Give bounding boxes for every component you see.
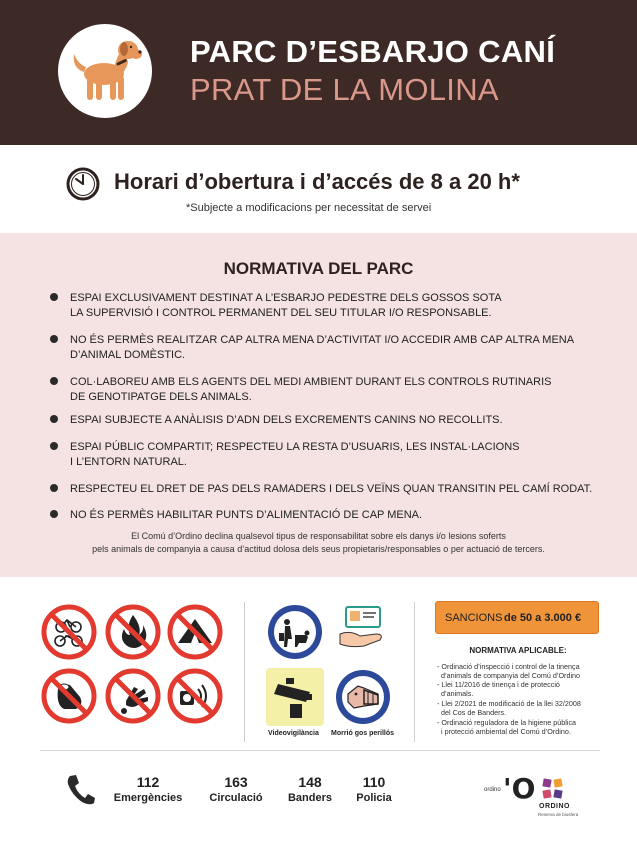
ordino-comu-logo: 'O xyxy=(503,772,536,805)
divider xyxy=(40,750,600,751)
bullet-icon xyxy=(50,335,58,343)
bullet-icon xyxy=(50,415,58,423)
laws-title: NORMATIVA APLICABLE: xyxy=(469,646,567,655)
phone-label-policia: Policia xyxy=(356,792,392,804)
bullet-icon xyxy=(50,442,58,450)
no-camping-icon xyxy=(166,603,224,661)
dangerous-dog-muzzle-icon xyxy=(334,668,392,726)
ordino-comu-logo-text: ordino xyxy=(484,787,501,793)
rule-line: DE GENOTIPATGE DELS ANIMALS. xyxy=(70,390,252,403)
dog-logo-circle xyxy=(58,24,152,118)
law-line: - Llei 2/2021 de modificació de la llei 32/2008 xyxy=(437,699,581,708)
rule-line: COL·LABOREU AMB ELS AGENTS DEL MEDI AMBIENT DURANT ELS CONTROLS RUTINARIS xyxy=(70,376,552,388)
no-noise-icon xyxy=(166,667,224,725)
law-line: - Ordinació reguladora de la higiene pública xyxy=(437,718,577,727)
rule-line: ESPAI PÚBLIC COMPARTIT; RESPECTEU LA RESTA D’USUARIS, LES INSTAL·LACIONS xyxy=(70,441,520,453)
rule-line: I L’ENTORN NATURAL. xyxy=(70,455,187,468)
disclaimer: El Comú d’Ordino declina qualsevol tipus de responsabilitat sobre els danys i/o lesions soferts pels animals de companyia a causa d’actitud dolosa dels seus propietaris/responsables o per actuació de tercers. xyxy=(92,531,545,554)
bullet-icon xyxy=(50,484,58,492)
no-bicycle-motorcycle-icon xyxy=(40,603,98,661)
phone-label-banders: Banders xyxy=(287,792,333,804)
page-subtitle: PRAT DE LA MOLINA xyxy=(190,72,499,107)
phone-number-banders: 148 xyxy=(298,774,322,790)
no-food-bag-icon xyxy=(40,667,98,725)
ordino-biosphere-subtitle: Reserva de biosfera xyxy=(538,812,579,817)
clock-icon xyxy=(66,167,100,201)
chip-id-hand-icon xyxy=(336,604,394,652)
rule-line: ESPAI SUBJECTE A ANÀLISIS D’ADN DELS EXCREMENTS CANINS NO RECOLLITS. xyxy=(70,414,503,426)
no-feeding-hand-icon xyxy=(104,667,162,725)
bullet-icon xyxy=(50,510,58,518)
ordino-biosphere-logo-icon xyxy=(541,777,565,801)
phone-number-circulacio: 163 xyxy=(224,774,248,790)
divider xyxy=(414,602,415,742)
hours-section xyxy=(0,145,637,233)
page-title: PARC D’ESBARJO CANÍ xyxy=(190,34,556,69)
sanctions-amount: de 50 a 3.000 € xyxy=(504,612,582,624)
phone-label-circulacio: Circulació xyxy=(209,792,263,804)
cctv-camera-icon xyxy=(266,668,324,726)
hours-title: Horari d’obertura i d’accés de 8 a 20 h* xyxy=(114,169,520,194)
phone-number-emergencies: 112 xyxy=(136,774,160,790)
law-line: - Llei 11/2016 de tinença i de protecció xyxy=(437,680,560,689)
rule-line: NO ÉS PERMÈS REALITZAR CAP ALTRA MENA D’ACTIVITAT I/O ACCEDIR AMB CAP ALTRA MENA xyxy=(70,334,575,346)
header-banner xyxy=(0,0,637,145)
rule-line: ESPAI EXCLUSIVAMENT DESTINAT A L’ESBARJO PEDESTRE DELS GOSSOS SOTA xyxy=(70,292,502,304)
law-line: d’animals. xyxy=(441,689,474,698)
rule-line: D’ANIMAL DOMÈSTIC. xyxy=(70,348,186,361)
divider xyxy=(244,602,245,742)
hours-note: *Subjecte a modificacions per necessitat de servei xyxy=(186,202,432,214)
no-fire-icon xyxy=(104,603,162,661)
pick-up-waste-icon xyxy=(266,603,324,661)
ordino-biosphere-logo-text: ORDINO xyxy=(539,803,570,810)
dog-icon xyxy=(66,34,144,108)
muzzle-label: Morrió gos perillós xyxy=(331,730,395,737)
law-line: - Ordinació d’inspecció i control de la tinença xyxy=(437,662,580,671)
sanctions-badge xyxy=(435,601,599,634)
rule-line: LA SUPERVISIÓ I CONTROL PERMANENT DEL SEU TITULAR I/O RESPONSABLE. xyxy=(70,306,492,319)
phone-number-policia: 110 xyxy=(362,774,386,790)
rule-line: NO ÉS PERMÈS HABILITAR PUNTS D’ALIMENTACIÓ DE CAP MENA. xyxy=(70,509,423,521)
phone-label-emergencies: Emergències xyxy=(113,792,183,804)
law-line: i protecció ambiental del Comú d’Ordino. xyxy=(441,727,571,736)
bullet-icon xyxy=(50,377,58,385)
sanctions-prefix: SANCIONS xyxy=(445,612,503,624)
videovigilancia-label: Videovigilància xyxy=(268,730,319,737)
rules-section xyxy=(0,233,637,577)
law-line: d’animals de companyia del Comú d’Ordino xyxy=(441,671,581,680)
rules-title: NORMATIVA DEL PARC xyxy=(223,259,414,278)
law-line: del Cos de Banders. xyxy=(441,708,507,717)
bullet-icon xyxy=(50,293,58,301)
rule-line: RESPECTEU EL DRET DE PAS DELS RAMADERS I DELS VEÏNS QUAN TRANSITIN PEL CAMÍ RODAT. xyxy=(70,483,593,495)
phone-icon xyxy=(66,773,96,805)
